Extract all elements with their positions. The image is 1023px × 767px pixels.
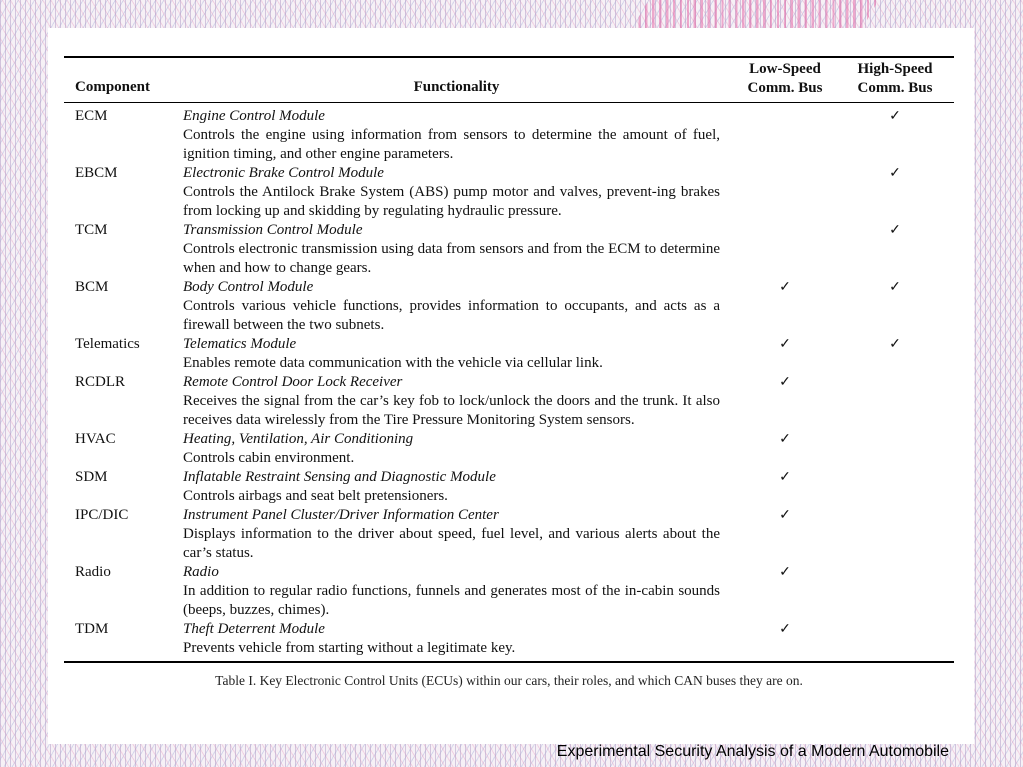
module-name: Radio: [183, 564, 219, 580]
table-header: [64, 58, 954, 102]
check-icon: ✓: [779, 432, 791, 447]
low-speed-cell: [720, 430, 840, 468]
module-description: Controls cabin environment.: [183, 450, 355, 466]
table-body: [64, 103, 954, 661]
functionality-cell: [183, 430, 720, 468]
functionality-cell: [183, 221, 720, 278]
module-name: Body Control Module: [183, 279, 314, 295]
component-cell: TCM: [75, 222, 108, 238]
high-speed-cell: [840, 620, 950, 658]
table-row: [64, 164, 954, 221]
module-description: Controls various vehicle functions, provides information to occupants, and acts as a firewall between the two subnets.: [183, 298, 720, 333]
module-description: Displays information to the driver about speed, fuel level, and various alerts about the car’s status.: [183, 526, 720, 561]
functionality-cell: [183, 468, 720, 506]
component-cell: EBCM: [75, 165, 118, 181]
check-icon: ✓: [779, 280, 791, 295]
component-cell: TDM: [75, 621, 109, 637]
check-icon: ✓: [889, 223, 901, 238]
table-row: [64, 563, 954, 620]
header-high-speed-line1: High-Speed: [857, 61, 933, 77]
header-high-speed: [840, 60, 950, 102]
module-description: Receives the signal from the car’s key fob to lock/unlock the doors and the trunk. It also receives data wirelessly from the Tire Pressure Monitoring System sensors.: [183, 393, 720, 428]
high-speed-cell: [840, 468, 950, 506]
module-name: Instrument Panel Cluster/Driver Information Center: [183, 507, 499, 523]
header-low-speed: [730, 60, 840, 102]
module-name: Electronic Brake Control Module: [183, 165, 384, 181]
check-icon: ✓: [779, 375, 791, 390]
module-name: Inflatable Restraint Sensing and Diagnostic Module: [183, 469, 496, 485]
high-speed-cell: [840, 373, 950, 430]
table-row: [64, 506, 954, 563]
component-cell: RCDLR: [75, 374, 126, 390]
module-description: Controls the engine using information from sensors to determine the amount of fuel, ignition timing, and other engine parameters.: [183, 127, 720, 162]
table-row: [64, 373, 954, 430]
check-icon: ✓: [889, 109, 901, 124]
header-component: Component: [75, 79, 151, 95]
module-name: Telematics Module: [183, 336, 297, 352]
header-high-speed-line2: Comm. Bus: [857, 80, 933, 96]
component-cell: HVAC: [75, 431, 116, 447]
header-low-speed-line1: Low-Speed: [749, 61, 821, 77]
functionality-cell: [183, 506, 720, 563]
low-speed-cell: [720, 373, 840, 430]
high-speed-cell: [840, 506, 950, 563]
functionality-cell: [183, 620, 720, 658]
component-cell: Radio: [75, 564, 111, 580]
module-description: Enables remote data communication with the vehicle via cellular link.: [183, 355, 603, 371]
component-cell: IPC/DIC: [75, 507, 129, 523]
header-functionality: Functionality: [413, 79, 500, 95]
module-name: Remote Control Door Lock Receiver: [183, 374, 403, 390]
check-icon: ✓: [779, 622, 791, 637]
module-description: Prevents vehicle from starting without a legitimate key.: [183, 640, 516, 656]
functionality-cell: [183, 373, 720, 430]
module-name: Transmission Control Module: [183, 222, 363, 238]
check-icon: ✓: [779, 337, 791, 352]
high-speed-cell: [840, 335, 950, 373]
module-description: Controls electronic transmission using data from sensors and from the ECM to determine when and how to change gears.: [183, 241, 720, 276]
low-speed-cell: [720, 620, 840, 658]
high-speed-cell: [840, 164, 950, 221]
functionality-cell: [183, 563, 720, 620]
module-name: Theft Deterrent Module: [183, 621, 325, 637]
low-speed-cell: [720, 335, 840, 373]
low-speed-cell: [720, 506, 840, 563]
component-cell: Telematics: [75, 336, 140, 352]
header-low-speed-line2: Comm. Bus: [747, 80, 823, 96]
module-name: Heating, Ventilation, Air Conditioning: [183, 431, 414, 447]
module-description: In addition to regular radio functions, funnels and generates most of the in-cabin sounds (beeps, buzzes, chimes).: [183, 583, 720, 618]
module-description: Controls the Antilock Brake System (ABS) pump motor and valves, prevent-ing brakes from locking up and skidding by regulating hydraulic pressure.: [183, 184, 720, 219]
check-icon: ✓: [779, 508, 791, 523]
check-icon: ✓: [889, 337, 901, 352]
functionality-cell: [183, 107, 720, 164]
low-speed-cell: [720, 468, 840, 506]
check-icon: ✓: [779, 470, 791, 485]
slide: [48, 28, 974, 744]
check-icon: ✓: [889, 166, 901, 181]
low-speed-cell: [720, 107, 840, 164]
high-speed-cell: [840, 107, 950, 164]
low-speed-cell: [720, 221, 840, 278]
presentation-title: Experimental Security Analysis of a Modern Automobile: [556, 743, 949, 760]
check-icon: ✓: [779, 565, 791, 580]
component-cell: BCM: [75, 279, 109, 295]
table-bottom-rule: [64, 661, 954, 663]
component-cell: SDM: [75, 469, 108, 485]
table-row: [64, 278, 954, 335]
low-speed-cell: [720, 278, 840, 335]
low-speed-cell: [720, 563, 840, 620]
background-decoration: [631, 0, 878, 30]
functionality-cell: [183, 278, 720, 335]
component-cell: ECM: [75, 108, 108, 124]
low-speed-cell: [720, 164, 840, 221]
check-icon: ✓: [889, 280, 901, 295]
table-row: [64, 335, 954, 373]
table-row: [64, 107, 954, 164]
functionality-cell: [183, 335, 720, 373]
module-description: Controls airbags and seat belt pretensioners.: [183, 488, 448, 504]
high-speed-cell: [840, 430, 950, 468]
high-speed-cell: [840, 563, 950, 620]
high-speed-cell: [840, 278, 950, 335]
table-row: [64, 430, 954, 468]
high-speed-cell: [840, 221, 950, 278]
table-row: [64, 221, 954, 278]
functionality-cell: [183, 164, 720, 221]
table-caption: Table I. Key Electronic Control Units (ECUs) within our cars, their roles, and which CAN buses they are on.: [215, 673, 803, 688]
table-row: [64, 468, 954, 506]
table-row: [64, 620, 954, 658]
module-name: Engine Control Module: [183, 108, 325, 124]
ecu-table: [64, 56, 954, 689]
